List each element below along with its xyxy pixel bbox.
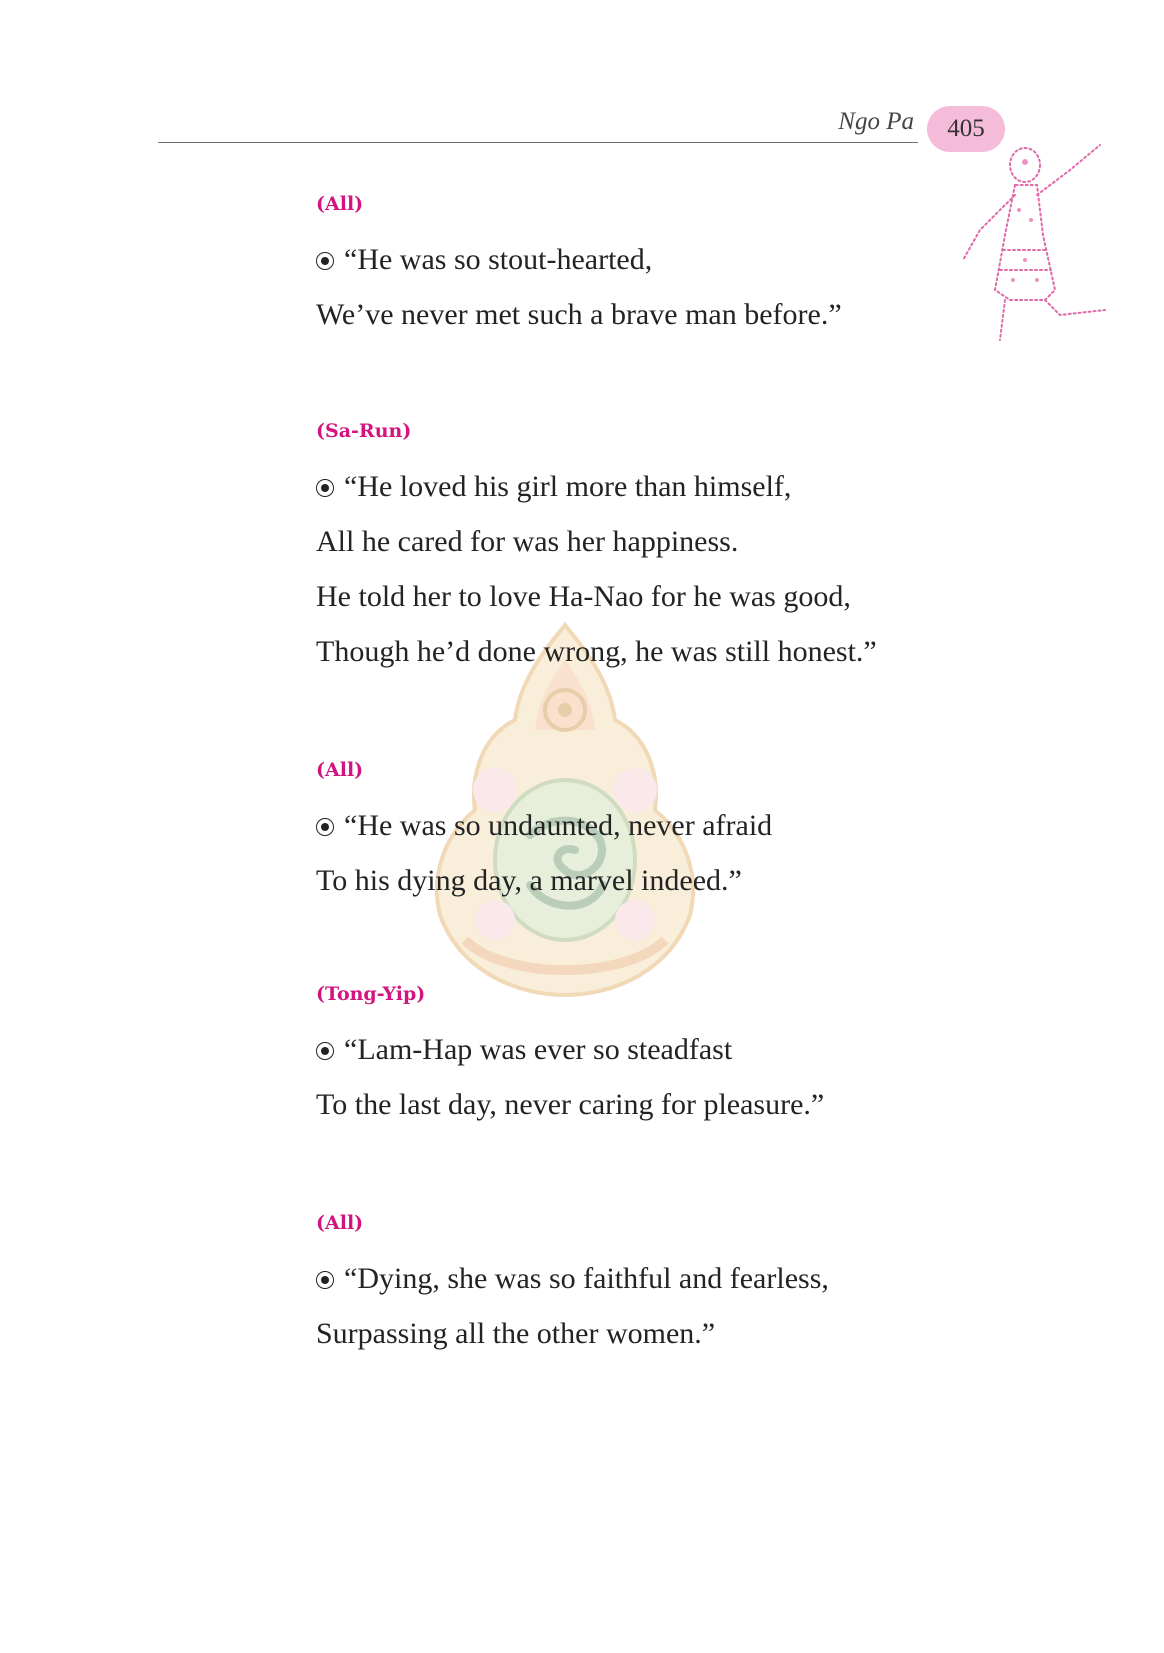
verse-line [316, 798, 1036, 853]
verse-line: To the last day, never caring for pleasure.” [316, 1088, 825, 1121]
bullet-icon [316, 252, 334, 270]
speaker-label: (All) [316, 759, 364, 781]
speaker-label: (Tong-Yip) [316, 983, 426, 1005]
verse-block [316, 980, 1036, 1132]
verse-line [316, 1022, 1036, 1077]
bullet-icon [316, 818, 334, 836]
verse-line: Surpassing all the other women.” [316, 1317, 716, 1350]
verse-line-text: “He was so undaunted, never afraid [344, 809, 773, 842]
speaker-label: (Sa-Run) [316, 420, 412, 442]
verse-block [316, 756, 1036, 908]
verse-line: He told her to love Ha-Nao for he was good, [316, 580, 851, 613]
verse-line [316, 459, 1036, 514]
verse-block [316, 190, 1036, 342]
verse-line [316, 232, 1036, 287]
verse-line: Though he’d done wrong, he was still honest.” [316, 635, 877, 668]
verse-line [316, 1251, 1036, 1306]
verse-line-text: “Lam-Hap was ever so steadfast [344, 1033, 733, 1066]
verse-line: All he cared for was her happiness. [316, 525, 739, 558]
verse-line-text: “He loved his girl more than himself, [344, 470, 792, 503]
bullet-icon [316, 1271, 334, 1289]
verse-line-text: “Dying, she was so faithful and fearless, [344, 1262, 829, 1295]
verse-block [316, 1209, 1036, 1361]
verse-block [316, 417, 1036, 679]
verse-line: To his dying day, a marvel indeed.” [316, 864, 742, 897]
verse-line: We’ve never met such a brave man before.” [316, 298, 842, 331]
bullet-icon [316, 479, 334, 497]
header-rule [158, 142, 918, 143]
running-title: Ngo Pa [838, 108, 914, 135]
verse-content [316, 190, 1036, 1361]
verse-line-text: “He was so stout-hearted, [344, 243, 653, 276]
speaker-label: (All) [316, 1212, 364, 1234]
speaker-label: (All) [316, 193, 364, 215]
bullet-icon [316, 1042, 334, 1060]
page-number: 405 [947, 115, 985, 142]
